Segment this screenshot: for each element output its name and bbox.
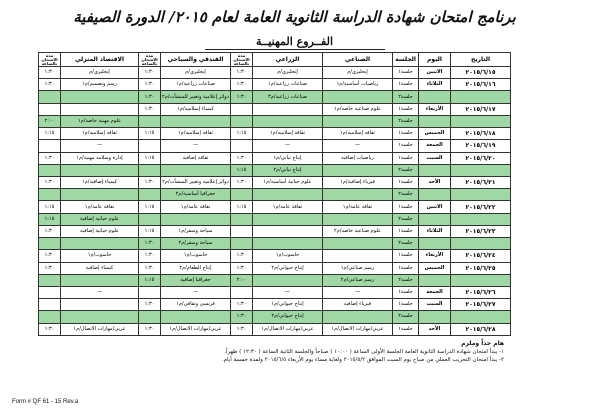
session-cell: جلسة١ [393,201,419,213]
session-cell: جلسة١ [393,103,419,115]
header-duration: مدة الامتحان بالساعة [231,53,253,67]
date-cell: ٢٠١٥/٦/٢٥ [451,262,511,274]
day-cell [419,213,451,225]
hotel-cell [161,213,231,225]
duration-cell [39,274,61,286]
duration-cell: ٢:٠٠ [39,115,61,127]
home-economics-cell [61,274,139,286]
hotel-cell: سياحة وسفر/م١ [161,225,231,237]
hotel-cell: دوائر إعلامية وتغيير المنشآت/م٢ [161,176,231,188]
duration-cell [231,115,253,127]
duration-cell: ١:٣٠ [139,103,161,115]
agricultural-cell [253,213,323,225]
day-cell: الأحد [419,176,451,188]
duration-cell: ١:١٥ [39,128,61,140]
home-economics-cell [61,311,139,323]
duration-cell: ١:٣٠ [231,91,253,103]
day-cell [419,115,451,127]
hotel-cell: فرنسي وثقافي/م١ [161,299,231,311]
duration-cell: ١:١٥ [139,152,161,164]
table-row [39,299,511,311]
day-cell: الاثنين [419,67,451,79]
session-cell: جلسة١ [393,152,419,164]
duration-cell [39,311,61,323]
home-economics-cell: علوم حياتية إضافية [61,213,139,225]
agricultural-cell: ثقافة إسلامية/م١ [253,128,323,140]
day-cell [419,274,451,286]
session-cell: جلسة١ [393,140,419,152]
duration-cell: ١:٣٠ [139,238,161,250]
day-cell: السبت [419,299,451,311]
industrial-cell: فيزياء إضافية/م١ [323,176,393,188]
date-cell [451,311,511,323]
duration-cell: ١:٣٠ [231,176,253,188]
industrial-cell: رياضيات أساسية/م١ [323,79,393,91]
industrial-cell: إنجليزي/م [323,67,393,79]
table-row [39,323,511,335]
session-cell: جلسة١ [393,323,419,335]
date-cell [451,91,511,103]
table-row [39,201,511,213]
date-cell: ٢٠١٥/٦/١٥ [451,67,511,79]
day-cell: الأربعاء [419,250,451,262]
date-cell: ٢٠١٥/٦/٢١ [451,176,511,188]
duration-cell [39,91,61,103]
agricultural-cell: إنتاج حيواني/م١ [253,299,323,311]
date-cell [451,164,511,176]
agricultural-cell [253,115,323,127]
agricultural-cell: حاسوب/م١ [253,250,323,262]
hotel-cell: إنتاج الطعام/م٢ [161,262,231,274]
day-cell [419,311,451,323]
header-day: اليوم [419,53,451,67]
industrial-cell: علوم صناعية خاصة/م٢ [323,225,393,237]
duration-cell: ١:٣٠ [139,79,161,91]
industrial-cell [323,238,393,250]
duration-cell [39,286,61,298]
agricultural-cell: — [253,140,323,152]
table-row [39,164,511,176]
table-row [39,140,511,152]
industrial-cell: ثقافة عامة/م١ [323,201,393,213]
duration-cell: ١:٣٠ [39,79,61,91]
duration-cell: ١:٣٠ [231,299,253,311]
home-economics-cell: علوم مهنية خاصة/م١ [61,115,139,127]
duration-cell: ١:١٥ [139,274,161,286]
duration-cell: ١:١٥ [139,128,161,140]
industrial-cell [323,91,393,103]
industrial-cell [323,189,393,201]
day-cell: السبت [419,152,451,164]
header-hotel: الفندقي والسياحي [161,53,231,67]
home-economics-cell [61,103,139,115]
session-cell: جلسة٢ [393,91,419,103]
date-cell: ٢٠١٥/٦/٢٧ [451,299,511,311]
duration-cell [231,286,253,298]
agricultural-cell: إنتاج حيواني/م٢ [253,311,323,323]
agricultural-cell: صناعات زراعية/م٣ [253,91,323,103]
home-economics-cell: كيمياء إضافية [61,262,139,274]
duration-cell: ١:١٥ [39,201,61,213]
home-economics-cell [61,91,139,103]
day-cell: الأحد [419,323,451,335]
duration-cell: ١:١٥ [231,128,253,140]
duration-cell [39,189,61,201]
duration-cell [139,189,161,201]
agricultural-cell [253,103,323,115]
notes-section [40,340,504,364]
duration-cell: ١:٣٠ [39,67,61,79]
duration-cell: ١:٣٠ [139,91,161,103]
duration-cell: ١:٣٠ [39,250,61,262]
industrial-cell [323,311,393,323]
table-row [39,225,511,237]
date-cell [451,115,511,127]
industrial-cell: رياضيات إضافية [323,152,393,164]
agricultural-cell [253,225,323,237]
day-cell [419,189,451,201]
day-cell [419,164,451,176]
hotel-cell [161,115,231,127]
table-row [39,286,511,298]
table-row [39,189,511,201]
date-cell: ٢٠١٥/٦/٢٠ [451,152,511,164]
home-economics-cell [61,238,139,250]
session-cell: جلسة٢ [393,311,419,323]
industrial-cell: علوم صناعية خاصة/م١ [323,103,393,115]
date-cell: ٢٠١٥/٦/١٧ [451,103,511,115]
table-row [39,176,511,188]
hotel-cell: جغرافيا أساسية/م٢ [161,189,231,201]
industrial-cell: — [323,140,393,152]
duration-cell [139,140,161,152]
agricultural-cell: علوم حياتية أساسية/م١ [253,176,323,188]
table-row [39,67,511,79]
table-row [39,311,511,323]
duration-cell: ١:٣٠ [139,67,161,79]
session-cell: جلسة١ [393,250,419,262]
duration-cell: ١:٣٠ [231,311,253,323]
header-session: الجلسة [393,53,419,67]
session-cell: جلسة٢ [393,213,419,225]
industrial-cell: فيزياء إضافية [323,299,393,311]
hotel-cell: عربي/مهارات الاتصال/م١ [161,323,231,335]
agricultural-cell: — [253,286,323,298]
session-cell: جلسة١ [393,67,419,79]
duration-cell [39,238,61,250]
date-cell [451,189,511,201]
table-body [39,67,511,336]
session-cell: جلسة٢ [393,189,419,201]
industrial-cell [323,213,393,225]
agricultural-cell: إنجليزي/م [253,67,323,79]
header-home-economics: الاقتصاد المنزلي [61,53,139,67]
session-cell: جلسة١ [393,262,419,274]
home-economics-cell [61,189,139,201]
hotel-cell: ثقافة إسلامية/م١ [161,128,231,140]
table-row [39,103,511,115]
duration-cell: ١:٣٠ [231,79,253,91]
duration-cell [139,115,161,127]
duration-cell: ١:٣٠ [139,299,161,311]
date-cell [451,274,511,286]
duration-cell: ١:٣٠ [231,262,253,274]
duration-cell: ١:٣٠ [39,152,61,164]
agricultural-cell: عربي/مهارات الاتصال/م١ [253,323,323,335]
hotel-cell [161,164,231,176]
table-row [39,152,511,164]
date-cell: ٢٠١٥/٦/٢٢ [451,201,511,213]
table-row [39,115,511,127]
industrial-cell [323,250,393,262]
duration-cell: ١:٣٠ [231,323,253,335]
duration-cell: ١:٣٠ [139,250,161,262]
duration-cell [139,286,161,298]
agricultural-cell [253,189,323,201]
date-cell: ٢٠١٥/٦/٢٨ [451,323,511,335]
date-cell: ٢٠١٥/٦/١٨ [451,128,511,140]
day-cell: الخميس [419,262,451,274]
day-cell: الثلاثاء [419,79,451,91]
duration-cell [231,238,253,250]
duration-cell: ١:١٥ [139,201,161,213]
session-cell: جلسة١ [393,176,419,188]
home-economics-cell: إنجليزي/م [61,67,139,79]
home-economics-cell [61,164,139,176]
date-cell: ٢٠١٥/٦/١٩ [451,140,511,152]
duration-cell: ١:٣٠ [231,152,253,164]
table-row [39,128,511,140]
industrial-cell [323,164,393,176]
hotel-cell: دوائر إعلامية وتغيير للمنشآت/م٢ [161,91,231,103]
header-duration: مدة الامتحان بالساعة [39,53,61,67]
duration-cell [39,103,61,115]
table-row [39,238,511,250]
home-economics-cell: كيمياء إضافية/م١ [61,176,139,188]
document-subtitle: الفــروع المهنيــة [255,35,333,48]
hotel-cell: إنجليزي/م [161,67,231,79]
day-cell: الجمعة [419,286,451,298]
table-row [39,250,511,262]
duration-cell: ١:٣٠ [39,323,61,335]
date-cell: ٢٠١٥/٦/٢٦ [451,286,511,298]
home-economics-cell: — [61,140,139,152]
session-cell: جلسة١ [393,299,419,311]
day-cell [419,91,451,103]
industrial-cell: — [323,286,393,298]
agricultural-cell [253,274,323,286]
duration-cell: ١:١٥ [231,164,253,176]
home-economics-cell: عربي/مهارات الاتصال/م١ [61,323,139,335]
industrial-cell: عربي/مهارات الاتصال/م١ [323,323,393,335]
home-economics-cell: رسم وتصميم/م١ [61,79,139,91]
table-row [39,274,511,286]
session-cell: جلسة٢ [393,274,419,286]
notes-heading: هام جداً وملزم [461,340,504,347]
agricultural-cell: إنتاج نباتي/م١ [253,152,323,164]
date-cell [451,213,511,225]
hotel-cell: صناعات زراعية/م١ [161,79,231,91]
date-cell: ٢٠١٥/٦/١٦ [451,79,511,91]
duration-cell [39,164,61,176]
exam-schedule-table [38,52,511,336]
session-cell: جلسة٢ [393,115,419,127]
hotel-cell: — [161,140,231,152]
duration-cell [39,140,61,152]
table-row [39,79,511,91]
duration-cell: ١:٣٠ [139,262,161,274]
home-economics-cell: علوم حياتية إضافية [61,225,139,237]
table-row [39,262,511,274]
day-cell [419,238,451,250]
session-cell: جلسة١ [393,286,419,298]
hotel-cell: جغرافيا إضافية [161,274,231,286]
duration-cell [39,299,61,311]
date-cell [451,238,511,250]
duration-cell [231,213,253,225]
hotel-cell: ثقافة إضافية [161,152,231,164]
hotel-cell: — [161,286,231,298]
day-cell: الخميس [419,128,451,140]
agricultural-cell [253,238,323,250]
session-cell: جلسة٢ [393,238,419,250]
duration-cell [231,189,253,201]
session-cell: جلسة١ [393,128,419,140]
agricultural-cell: صناعات زراعية/م١ [253,79,323,91]
table-row [39,213,511,225]
day-cell: الثلاثاء [419,225,451,237]
hotel-cell: كيمياء إسلامية/م١ [161,103,231,115]
duration-cell [139,213,161,225]
hotel-cell: حاسوب/م١ [161,250,231,262]
home-economics-cell: — [61,286,139,298]
hotel-cell: ثقافة عامة/م١ [161,201,231,213]
note-1: ١- يبدأ امتحان شهادة الدراسة الثانوية العامة الجلسة الأولى الساعة ( ١٠:٠٠ ) صباحاً والجلسة الثانية الساعة ( ١٢:٣٠ ) ظهراً. [224,349,504,355]
agricultural-cell: إنتاج نباتي/م٢ [253,164,323,176]
duration-cell [139,164,161,176]
date-cell: ٢٠١٥/٦/٢٣ [451,225,511,237]
duration-cell: ١:١٥ [39,213,61,225]
note-2: ٢- يبدأ امتحان التجريب العملي من صباح يوم السبت الموافق ٢٠١٥/٥/٢ ولغاية مساء يوم الأربعاء ٢٠١٥/٦/٥ ولمدة خمسة أيام. [221,357,504,363]
duration-cell: ١:١٥ [231,201,253,213]
duration-cell: ١:١٥ [139,225,161,237]
duration-cell: ١:٣٠ [39,262,61,274]
industrial-cell [323,115,393,127]
industrial-cell: رسم صناعي/م١ [323,262,393,274]
duration-cell: ٢:٠٠ [231,274,253,286]
industrial-cell: ثقافة إسلامية/م١ [323,128,393,140]
date-cell: ٢٠١٥/٦/٢٤ [451,250,511,262]
header-duration: مدة الامتحان بالساعة [139,53,161,67]
industrial-cell: رسم صناعي/م٢ [323,274,393,286]
day-cell: الأربعاء [419,103,451,115]
duration-cell [231,225,253,237]
hotel-cell [161,311,231,323]
home-economics-cell: ثقافة إسلامية/م١ [61,128,139,140]
duration-cell [231,103,253,115]
duration-cell: ١:٣٠ [231,250,253,262]
header-industrial: الصناعي [323,53,393,67]
duration-cell [139,311,161,323]
day-cell: الاثنين [419,201,451,213]
duration-cell: ١:٣٠ [139,323,161,335]
session-cell: جلسة١ [393,225,419,237]
session-cell: جلسة١ [393,79,419,91]
subtitle-underline [205,49,385,50]
session-cell: جلسة٢ [393,164,419,176]
form-number: Form # QF 61 - 15 Rev.a [12,399,79,405]
duration-cell [231,140,253,152]
duration-cell: ١:٣٠ [139,176,161,188]
day-cell: الجمعة [419,140,451,152]
home-economics-cell: ثقافة عامة/م١ [61,201,139,213]
hotel-cell: سياحة وسفر/م٢ [161,238,231,250]
home-economics-cell: إدارة وسلامة مهنية/م١ [61,152,139,164]
home-economics-cell: حاسوب/م١ [61,250,139,262]
document-title: برنامج امتحان شهادة الدراسة الثانوية العامة لعام ٢٠١٥/ الدورة الصيفية [73,8,516,26]
header-date: التاريخ [451,53,511,67]
home-economics-cell [61,299,139,311]
agricultural-cell: إنتاج حيواني/م٢ [253,262,323,274]
table-row [39,91,511,103]
duration-cell: ١:٣٠ [231,67,253,79]
table-header-row [39,53,511,67]
agricultural-cell: ثقافة عامة/م١ [253,201,323,213]
header-agricultural: الزراعي [253,53,323,67]
duration-cell: ١:٣٠ [39,176,61,188]
duration-cell: ١:٣٠ [39,225,61,237]
